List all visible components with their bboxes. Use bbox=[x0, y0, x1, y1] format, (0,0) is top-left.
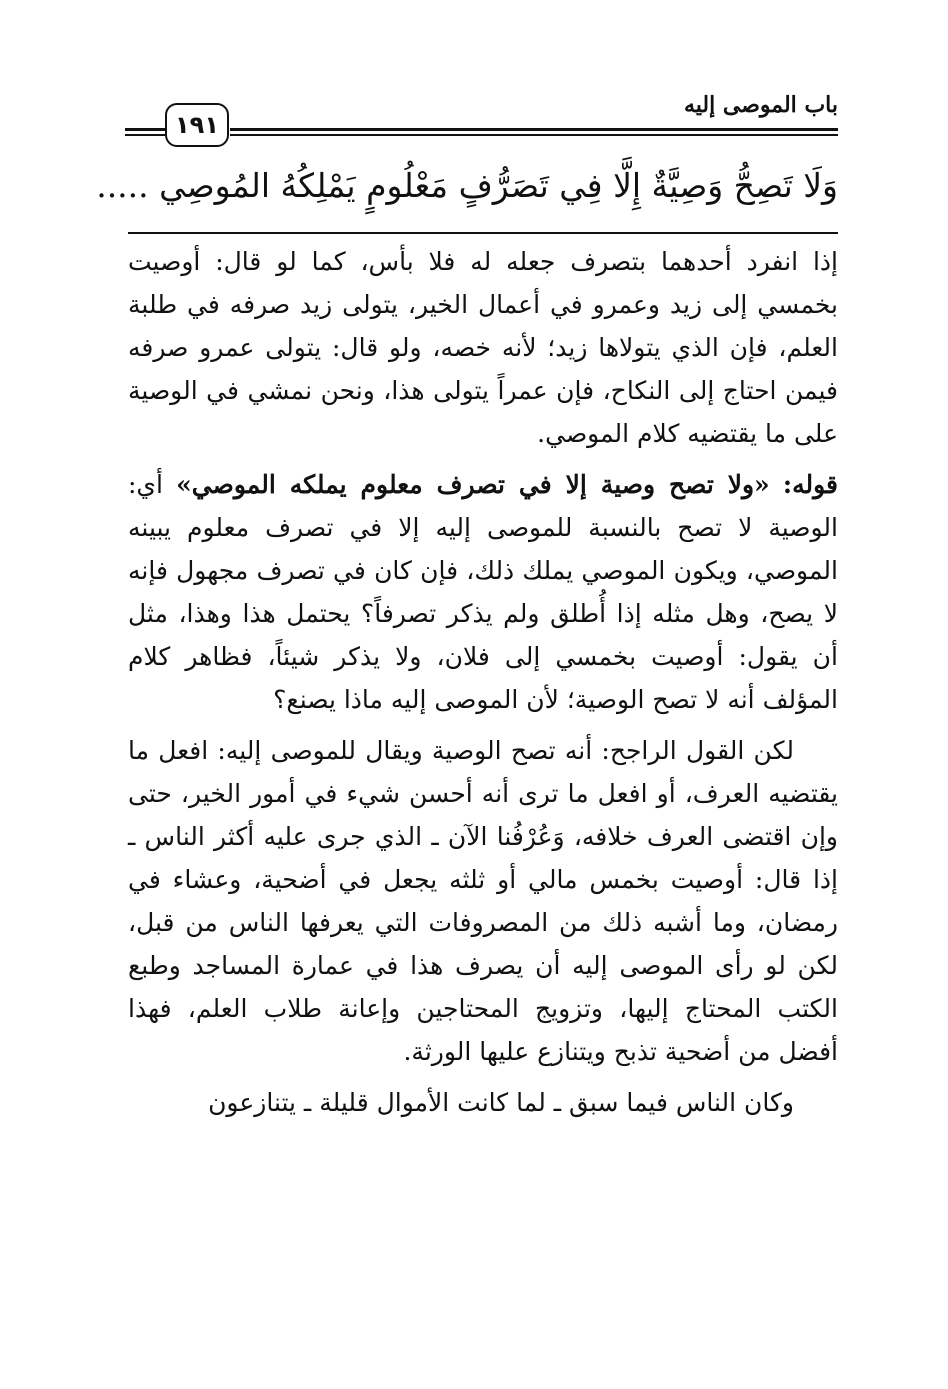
chapter-title: باب الموصى إليه bbox=[683, 92, 838, 118]
paragraph bbox=[128, 463, 838, 721]
page-number: ١٩١ bbox=[165, 103, 229, 147]
header-rule bbox=[230, 128, 838, 131]
commentary-body bbox=[128, 240, 838, 1124]
header-rule bbox=[125, 128, 165, 131]
matn-divider bbox=[128, 232, 838, 234]
matn-text: وَلَا تَصِحُّ وَصِيَّةٌ إِلَّا فِي تَصَرُّفٍ مَعْلُومٍ يَمْلِكُهُ المُوصِي ..... bbox=[96, 166, 838, 205]
header-rule bbox=[230, 134, 838, 136]
paragraph: إذا انفرد أحدهما بتصرف جعله له فلا بأس، كما لو قال: أوصيت بخمسي إلى زيد وعمرو في أعمال الخير، يتولى زيد صرفه في طلبة العلم، فإن الذي يتولاها زيد؛ لأنه خصه، ولو قال: يتولى عمرو صرفه فيمن احتاج إلى النكاح، فإن عمراً يتولى هذا، ونحن نمشي في الوصية على ما يقتضيه كلام الموصي. bbox=[128, 247, 838, 448]
paragraph-text: أي: الوصية لا تصح بالنسبة للموصى إليه إلا في تصرف معلوم يبينه الموصي، ويكون الموصي يملك ذلك، فإن كان في تصرف مجهول فإنه لا يصح، وهل مثله إذا أُطلق ولم يذكر تصرفاً؟ يحتمل هذا وهذا، مثل أن يقول: أوصيت بخمسي إلى فلان، ولا يذكر شيئاً، فظاهر كلام المؤلف أنه لا تصح الوصية؛ لأن الموصى إليه ماذا يصنع؟ bbox=[128, 470, 838, 714]
qawluhu-label: قوله: bbox=[782, 470, 839, 499]
header-rule bbox=[125, 134, 165, 136]
paragraph: وكان الناس فيما سبق ـ لما كانت الأموال قليلة ـ يتنازعون bbox=[208, 1088, 794, 1117]
quoted-matn: «ولا تصح وصية إلا في تصرف معلوم يملكه الموصي» bbox=[176, 470, 770, 499]
paragraph: لكن القول الراجح: أنه تصح الوصية ويقال للموصى إليه: افعل ما يقتضيه العرف، أو افعل ما ترى أنه أحسن شيء في أمور الخير، حتى وإن اقتضى العرف خلافه، وَعُرْفُنا الآن ـ الذي جرى عليه أكثر الناس ـ إذا قال: أوصيت بخمس مالي أو ثلثه يجعل في أضحية، وعشاء في رمضان، وما أشبه ذلك من المصروفات التي يعرفها الناس من قبل، لكن لو رأى الموصى إليه أن يصرف هذا في عمارة المساجد وطبع الكتب المحتاج إليها، وتزويج المحتاجين وإعانة طلاب العلم، فهذا أفضل من أضحية تذبح ويتنازع عليها الورثة. bbox=[128, 736, 838, 1066]
